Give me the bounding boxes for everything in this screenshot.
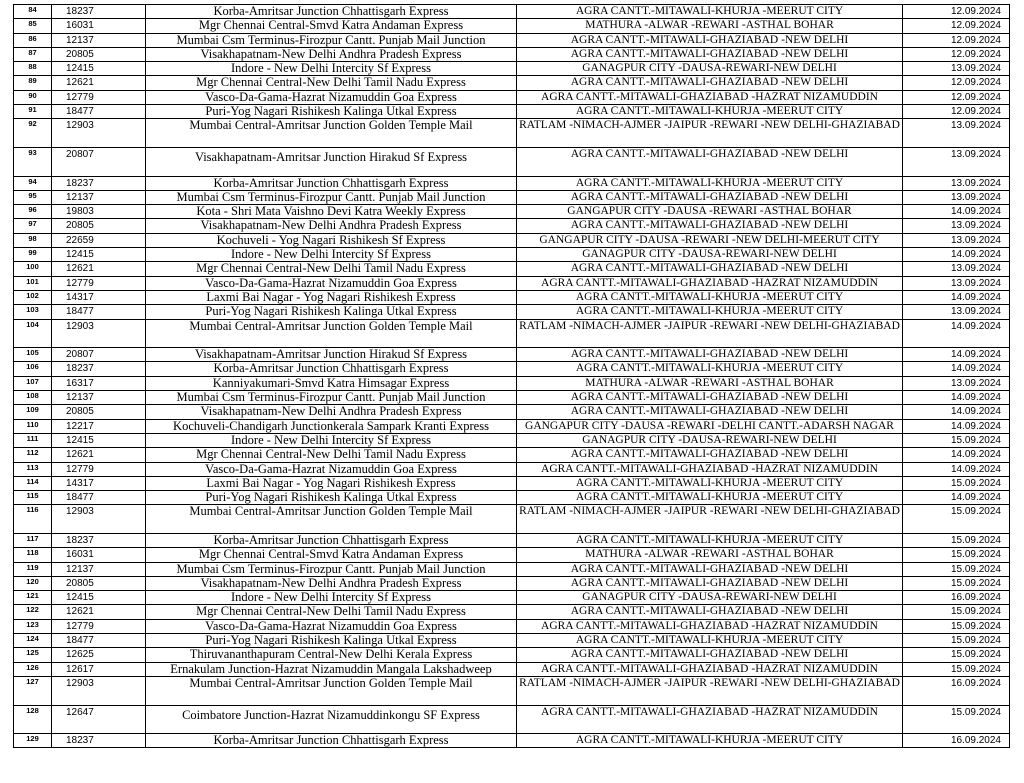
route-cell: AGRA CANTT.-MITAWALI-GHAZIABAD -NEW DELHI [517,576,903,590]
route-cell: AGRA CANTT.-MITAWALI-GHAZIABAD -NEW DELHI [517,605,903,619]
train-number-cell: 12779 [52,90,146,104]
route-cell: MATHURA -ALWAR -REWARI -ASTHAL BOHAR [517,548,903,562]
serial-number-cell: 96 [14,205,52,219]
serial-number-cell: 100 [14,262,52,276]
date-cell: 14.09.2024 [903,462,1010,476]
table-row [14,391,1010,405]
train-number-cell: 20805 [52,405,146,419]
train-name-cell: Puri-Yog Nagari Rishikesh Kalinga Utkal Express [146,305,517,319]
date-cell: 13.09.2024 [903,233,1010,247]
train-number-cell: 20805 [52,576,146,590]
route-cell: AGRA CANTT.-MITAWALI-GHAZIABAD -HAZRAT NIZAMUDDIN [517,276,903,290]
table-row [14,448,1010,462]
train-name-cell: Indore - New Delhi Intercity Sf Express [146,248,517,262]
serial-number-cell: 105 [14,348,52,362]
table-row [14,548,1010,562]
train-number-cell: 12903 [52,319,146,348]
date-cell: 13.09.2024 [903,305,1010,319]
train-number-cell: 16031 [52,548,146,562]
route-cell: GANGAPUR CITY -DAUSA -REWARI -ASTHAL BOHAR [517,205,903,219]
date-cell: 12.09.2024 [903,19,1010,33]
train-name-cell: Vasco-Da-Gama-Hazrat Nizamuddin Goa Express [146,90,517,104]
train-number-cell: 12779 [52,619,146,633]
table-row [14,562,1010,576]
date-cell: 12.09.2024 [903,5,1010,19]
train-name-cell: Korba-Amritsar Junction Chhattisgarh Express [146,362,517,376]
train-name-cell: Mumbai Central-Amritsar Junction Golden Temple Mail [146,505,517,534]
table-row [14,362,1010,376]
route-cell: AGRA CANTT.-MITAWALI-GHAZIABAD -NEW DELHI [517,190,903,204]
serial-number-cell: 117 [14,533,52,547]
serial-number-cell: 92 [14,119,52,148]
route-cell: AGRA CANTT.-MITAWALI-GHAZIABAD -NEW DELHI [517,47,903,61]
train-name-cell: Vasco-Da-Gama-Hazrat Nizamuddin Goa Express [146,619,517,633]
date-cell: 13.09.2024 [903,176,1010,190]
serial-number-cell: 102 [14,290,52,304]
date-cell: 14.09.2024 [903,419,1010,433]
train-number-cell: 18237 [52,5,146,19]
table-row [14,705,1010,734]
train-name-cell: Mgr Chennai Central-New Delhi Tamil Nadu Express [146,605,517,619]
train-name-cell: Visakhapatnam-Amritsar Junction Hirakud Sf Express [146,147,517,176]
serial-number-cell: 111 [14,433,52,447]
train-number-cell: 14317 [52,290,146,304]
train-number-cell: 18237 [52,734,146,748]
train-name-cell: Mgr Chennai Central-New Delhi Tamil Nadu Express [146,262,517,276]
table-row [14,305,1010,319]
train-name-cell: Korba-Amritsar Junction Chhattisgarh Express [146,533,517,547]
route-cell: AGRA CANTT.-MITAWALI-KHURJA -MEERUT CITY [517,5,903,19]
train-number-cell: 12137 [52,562,146,576]
train-name-cell: Mumbai Csm Terminus-Firozpur Cantt. Punjab Mail Junction [146,391,517,405]
route-cell: RATLAM -NIMACH-AJMER -JAIPUR -REWARI -NEW DELHI-GHAZIABAD [517,676,903,705]
route-cell: AGRA CANTT.-MITAWALI-GHAZIABAD -NEW DELHI [517,33,903,47]
serial-number-cell: 121 [14,591,52,605]
serial-number-cell: 103 [14,305,52,319]
table-row [14,405,1010,419]
route-cell: AGRA CANTT.-MITAWALI-GHAZIABAD -NEW DELHI [517,262,903,276]
serial-number-cell: 95 [14,190,52,204]
train-number-cell: 12621 [52,262,146,276]
date-cell: 14.09.2024 [903,290,1010,304]
table-row [14,419,1010,433]
date-cell: 15.09.2024 [903,662,1010,676]
date-cell: 14.09.2024 [903,348,1010,362]
route-cell: AGRA CANTT.-MITAWALI-KHURJA -MEERUT CITY [517,491,903,505]
train-number-cell: 12621 [52,605,146,619]
train-number-cell: 12625 [52,648,146,662]
route-cell: AGRA CANTT.-MITAWALI-GHAZIABAD -NEW DELHI [517,648,903,662]
date-cell: 15.09.2024 [903,533,1010,547]
train-number-cell: 12415 [52,248,146,262]
table-row [14,662,1010,676]
train-name-cell: Mgr Chennai Central-New Delhi Tamil Nadu Express [146,76,517,90]
train-name-cell: Visakhapatnam-New Delhi Andhra Pradesh Express [146,219,517,233]
route-cell: AGRA CANTT.-MITAWALI-GHAZIABAD -NEW DELHI [517,147,903,176]
train-number-cell: 19803 [52,205,146,219]
date-cell: 15.09.2024 [903,576,1010,590]
route-cell: RATLAM -NIMACH-AJMER -JAIPUR -REWARI -NEW DELHI-GHAZIABAD [517,319,903,348]
serial-number-cell: 124 [14,634,52,648]
table-row [14,433,1010,447]
route-cell: AGRA CANTT.-MITAWALI-GHAZIABAD -HAZRAT NIZAMUDDIN [517,662,903,676]
table-row [14,233,1010,247]
train-number-cell: 12415 [52,591,146,605]
train-name-cell: Korba-Amritsar Junction Chhattisgarh Express [146,734,517,748]
table-row [14,219,1010,233]
train-number-cell: 12217 [52,419,146,433]
route-cell: GANAGPUR CITY -DAUSA-REWARI-NEW DELHI [517,248,903,262]
route-cell: RATLAM -NIMACH-AJMER -JAIPUR -REWARI -NEW DELHI-GHAZIABAD [517,119,903,148]
serial-number-cell: 125 [14,648,52,662]
date-cell: 15.09.2024 [903,648,1010,662]
table-row [14,262,1010,276]
serial-number-cell: 120 [14,576,52,590]
date-cell: 14.09.2024 [903,448,1010,462]
serial-number-cell: 99 [14,248,52,262]
serial-number-cell: 94 [14,176,52,190]
date-cell: 14.09.2024 [903,491,1010,505]
table-row [14,76,1010,90]
table-row [14,119,1010,148]
date-cell: 14.09.2024 [903,405,1010,419]
table-row [14,290,1010,304]
train-name-cell: Visakhapatnam-New Delhi Andhra Pradesh Express [146,405,517,419]
route-cell: AGRA CANTT.-MITAWALI-KHURJA -MEERUT CITY [517,362,903,376]
route-cell: GANAGPUR CITY -DAUSA-REWARI-NEW DELHI [517,591,903,605]
train-schedule-body [14,5,1010,748]
train-name-cell: Kochuveli-Chandigarh Junctionkerala Sampark Kranti Express [146,419,517,433]
table-row [14,533,1010,547]
date-cell: 14.09.2024 [903,205,1010,219]
train-number-cell: 12779 [52,462,146,476]
serial-number-cell: 97 [14,219,52,233]
train-number-cell: 16317 [52,376,146,390]
train-number-cell: 16031 [52,19,146,33]
train-number-cell: 12903 [52,119,146,148]
table-row [14,105,1010,119]
date-cell: 14.09.2024 [903,248,1010,262]
train-name-cell: Mumbai Central-Amritsar Junction Golden Temple Mail [146,119,517,148]
table-row [14,62,1010,76]
date-cell: 14.09.2024 [903,391,1010,405]
serial-number-cell: 87 [14,47,52,61]
train-name-cell: Ernakulam Junction-Hazrat Nizamuddin Mangala Lakshadweep [146,662,517,676]
table-row [14,576,1010,590]
train-number-cell: 12621 [52,76,146,90]
date-cell: 13.09.2024 [903,276,1010,290]
route-cell: MATHURA -ALWAR -REWARI -ASTHAL BOHAR [517,19,903,33]
table-row [14,276,1010,290]
train-name-cell: Visakhapatnam-New Delhi Andhra Pradesh Express [146,576,517,590]
route-cell: AGRA CANTT.-MITAWALI-GHAZIABAD -NEW DELHI [517,348,903,362]
route-cell: AGRA CANTT.-MITAWALI-GHAZIABAD -HAZRAT NIZAMUDDIN [517,90,903,104]
serial-number-cell: 98 [14,233,52,247]
table-row [14,205,1010,219]
train-number-cell: 12903 [52,505,146,534]
date-cell: 15.09.2024 [903,634,1010,648]
train-name-cell: Laxmi Bai Nagar - Yog Nagari Rishikesh Express [146,476,517,490]
table-row [14,734,1010,748]
table-row [14,648,1010,662]
train-name-cell: Mumbai Csm Terminus-Firozpur Cantt. Punjab Mail Junction [146,562,517,576]
serial-number-cell: 126 [14,662,52,676]
table-row [14,605,1010,619]
route-cell: AGRA CANTT.-MITAWALI-KHURJA -MEERUT CITY [517,105,903,119]
serial-number-cell: 84 [14,5,52,19]
serial-number-cell: 89 [14,76,52,90]
table-row [14,505,1010,534]
train-name-cell: Korba-Amritsar Junction Chhattisgarh Express [146,176,517,190]
train-schedule-table [13,4,1010,748]
train-name-cell: Thiruvananthapuram Central-New Delhi Kerala Express [146,648,517,662]
route-cell: AGRA CANTT.-MITAWALI-GHAZIABAD -NEW DELHI [517,448,903,462]
train-number-cell: 20805 [52,219,146,233]
route-cell: AGRA CANTT.-MITAWALI-KHURJA -MEERUT CITY [517,634,903,648]
table-row [14,348,1010,362]
train-number-cell: 20805 [52,47,146,61]
table-row [14,476,1010,490]
table-row [14,190,1010,204]
date-cell: 14.09.2024 [903,362,1010,376]
table-row [14,248,1010,262]
serial-number-cell: 123 [14,619,52,633]
train-name-cell: Mgr Chennai Central-Smvd Katra Andaman Express [146,548,517,562]
date-cell: 15.09.2024 [903,619,1010,633]
table-row [14,147,1010,176]
date-cell: 15.09.2024 [903,562,1010,576]
route-cell: RATLAM -NIMACH-AJMER -JAIPUR -REWARI -NEW DELHI-GHAZIABAD [517,505,903,534]
train-number-cell: 18477 [52,105,146,119]
serial-number-cell: 114 [14,476,52,490]
train-name-cell: Visakhapatnam-Amritsar Junction Hirakud Sf Express [146,348,517,362]
serial-number-cell: 122 [14,605,52,619]
table-row [14,47,1010,61]
date-cell: 15.09.2024 [903,433,1010,447]
train-name-cell: Kochuveli - Yog Nagari Rishikesh Sf Express [146,233,517,247]
date-cell: 12.09.2024 [903,105,1010,119]
route-cell: GANAGPUR CITY -DAUSA-REWARI-NEW DELHI [517,62,903,76]
train-number-cell: 12903 [52,676,146,705]
train-name-cell: Laxmi Bai Nagar - Yog Nagari Rishikesh Express [146,290,517,304]
date-cell: 13.09.2024 [903,376,1010,390]
table-row [14,5,1010,19]
train-name-cell: Mumbai Central-Amritsar Junction Golden Temple Mail [146,319,517,348]
route-cell: MATHURA -ALWAR -REWARI -ASTHAL BOHAR [517,376,903,390]
route-cell: AGRA CANTT.-MITAWALI-KHURJA -MEERUT CITY [517,533,903,547]
train-name-cell: Coimbatore Junction-Hazrat Nizamuddinkongu SF Express [146,705,517,734]
train-number-cell: 18477 [52,634,146,648]
train-number-cell: 12137 [52,391,146,405]
route-cell: AGRA CANTT.-MITAWALI-KHURJA -MEERUT CITY [517,176,903,190]
route-cell: AGRA CANTT.-MITAWALI-GHAZIABAD -NEW DELHI [517,219,903,233]
table-row [14,176,1010,190]
train-name-cell: Vasco-Da-Gama-Hazrat Nizamuddin Goa Express [146,276,517,290]
date-cell: 13.09.2024 [903,219,1010,233]
serial-number-cell: 88 [14,62,52,76]
table-row [14,634,1010,648]
train-number-cell: 18237 [52,176,146,190]
date-cell: 15.09.2024 [903,505,1010,534]
train-name-cell: Indore - New Delhi Intercity Sf Express [146,433,517,447]
serial-number-cell: 101 [14,276,52,290]
date-cell: 13.09.2024 [903,119,1010,148]
train-number-cell: 22659 [52,233,146,247]
serial-number-cell: 106 [14,362,52,376]
route-cell: AGRA CANTT.-MITAWALI-KHURJA -MEERUT CITY [517,305,903,319]
serial-number-cell: 109 [14,405,52,419]
serial-number-cell: 128 [14,705,52,734]
route-cell: AGRA CANTT.-MITAWALI-GHAZIABAD -HAZRAT NIZAMUDDIN [517,619,903,633]
train-number-cell: 18237 [52,362,146,376]
table-row [14,376,1010,390]
table-row [14,676,1010,705]
train-number-cell: 20807 [52,348,146,362]
train-number-cell: 18237 [52,533,146,547]
train-number-cell: 20807 [52,147,146,176]
table-row [14,33,1010,47]
serial-number-cell: 118 [14,548,52,562]
route-cell: AGRA CANTT.-MITAWALI-GHAZIABAD -HAZRAT NIZAMUDDIN [517,705,903,734]
serial-number-cell: 113 [14,462,52,476]
serial-number-cell: 107 [14,376,52,390]
route-cell: GANAGPUR CITY -DAUSA-REWARI-NEW DELHI [517,433,903,447]
train-number-cell: 18477 [52,305,146,319]
route-cell: AGRA CANTT.-MITAWALI-KHURJA -MEERUT CITY [517,290,903,304]
serial-number-cell: 129 [14,734,52,748]
date-cell: 15.09.2024 [903,476,1010,490]
serial-number-cell: 86 [14,33,52,47]
train-number-cell: 14317 [52,476,146,490]
train-name-cell: Mumbai Central-Amritsar Junction Golden Temple Mail [146,676,517,705]
date-cell: 14.09.2024 [903,319,1010,348]
train-number-cell: 12621 [52,448,146,462]
date-cell: 12.09.2024 [903,90,1010,104]
train-number-cell: 12137 [52,33,146,47]
table-row [14,319,1010,348]
train-name-cell: Indore - New Delhi Intercity Sf Express [146,62,517,76]
table-row [14,19,1010,33]
route-cell: AGRA CANTT.-MITAWALI-GHAZIABAD -NEW DELHI [517,562,903,576]
train-number-cell: 18477 [52,491,146,505]
date-cell: 12.09.2024 [903,76,1010,90]
train-name-cell: Mgr Chennai Central-New Delhi Tamil Nadu Express [146,448,517,462]
train-number-cell: 12779 [52,276,146,290]
date-cell: 15.09.2024 [903,705,1010,734]
train-name-cell: Mumbai Csm Terminus-Firozpur Cantt. Punjab Mail Junction [146,190,517,204]
date-cell: 15.09.2024 [903,548,1010,562]
route-cell: AGRA CANTT.-MITAWALI-GHAZIABAD -NEW DELHI [517,76,903,90]
serial-number-cell: 115 [14,491,52,505]
train-number-cell: 12617 [52,662,146,676]
route-cell: AGRA CANTT.-MITAWALI-GHAZIABAD -HAZRAT NIZAMUDDIN [517,462,903,476]
train-name-cell: Kota - Shri Mata Vaishno Devi Katra Weekly Express [146,205,517,219]
route-cell: GANGAPUR CITY -DAUSA -REWARI -DELHI CANTT.-ADARSH NAGAR [517,419,903,433]
serial-number-cell: 93 [14,147,52,176]
serial-number-cell: 104 [14,319,52,348]
date-cell: 16.09.2024 [903,676,1010,705]
serial-number-cell: 110 [14,419,52,433]
serial-number-cell: 85 [14,19,52,33]
route-cell: AGRA CANTT.-MITAWALI-KHURJA -MEERUT CITY [517,476,903,490]
date-cell: 16.09.2024 [903,734,1010,748]
date-cell: 13.09.2024 [903,62,1010,76]
date-cell: 13.09.2024 [903,147,1010,176]
date-cell: 16.09.2024 [903,591,1010,605]
table-row [14,462,1010,476]
train-name-cell: Kanniyakumari-Smvd Katra Himsagar Express [146,376,517,390]
route-cell: AGRA CANTT.-MITAWALI-KHURJA -MEERUT CITY [517,734,903,748]
route-cell: AGRA CANTT.-MITAWALI-GHAZIABAD -NEW DELHI [517,405,903,419]
date-cell: 15.09.2024 [903,605,1010,619]
table-row [14,491,1010,505]
serial-number-cell: 112 [14,448,52,462]
table-row [14,90,1010,104]
train-number-cell: 12415 [52,62,146,76]
train-number-cell: 12415 [52,433,146,447]
serial-number-cell: 108 [14,391,52,405]
serial-number-cell: 91 [14,105,52,119]
train-number-cell: 12647 [52,705,146,734]
train-number-cell: 12137 [52,190,146,204]
train-name-cell: Indore - New Delhi Intercity Sf Express [146,591,517,605]
serial-number-cell: 116 [14,505,52,534]
train-name-cell: Mumbai Csm Terminus-Firozpur Cantt. Punjab Mail Junction [146,33,517,47]
table-row [14,591,1010,605]
train-name-cell: Korba-Amritsar Junction Chhattisgarh Express [146,5,517,19]
train-name-cell: Puri-Yog Nagari Rishikesh Kalinga Utkal Express [146,105,517,119]
date-cell: 12.09.2024 [903,33,1010,47]
train-name-cell: Vasco-Da-Gama-Hazrat Nizamuddin Goa Express [146,462,517,476]
train-name-cell: Visakhapatnam-New Delhi Andhra Pradesh Express [146,47,517,61]
date-cell: 12.09.2024 [903,47,1010,61]
serial-number-cell: 119 [14,562,52,576]
route-cell: GANGAPUR CITY -DAUSA -REWARI -NEW DELHI-MEERUT CITY [517,233,903,247]
route-cell: AGRA CANTT.-MITAWALI-GHAZIABAD -NEW DELHI [517,391,903,405]
serial-number-cell: 127 [14,676,52,705]
train-name-cell: Mgr Chennai Central-Smvd Katra Andaman Express [146,19,517,33]
date-cell: 13.09.2024 [903,190,1010,204]
table-row [14,619,1010,633]
train-name-cell: Puri-Yog Nagari Rishikesh Kalinga Utkal Express [146,634,517,648]
date-cell: 13.09.2024 [903,262,1010,276]
train-name-cell: Puri-Yog Nagari Rishikesh Kalinga Utkal Express [146,491,517,505]
serial-number-cell: 90 [14,90,52,104]
